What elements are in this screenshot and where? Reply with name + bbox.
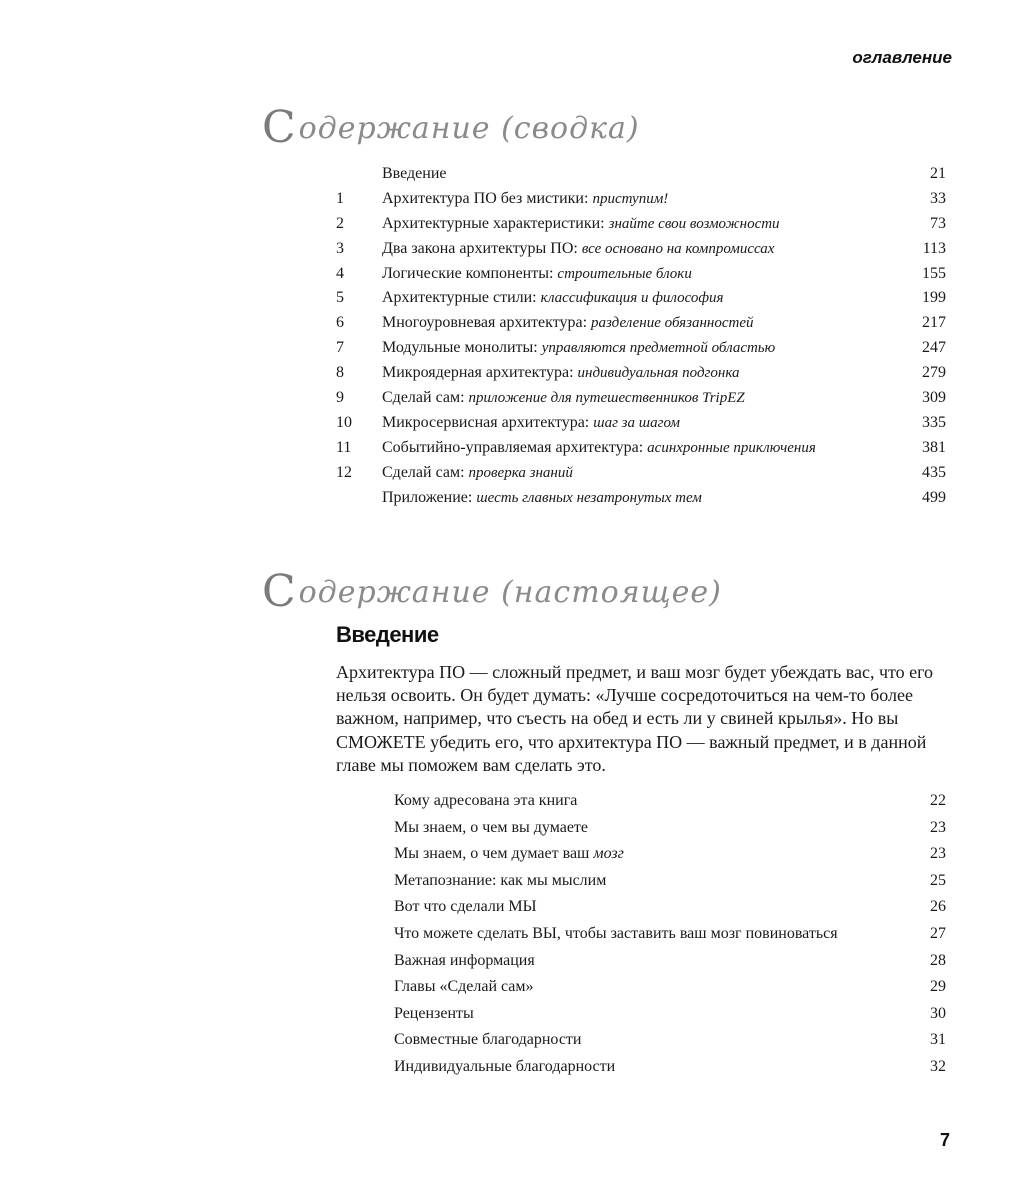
section-title-main: Важная информация (394, 951, 535, 969)
chapter-number: 10 (336, 413, 352, 431)
summary-toc-row[interactable] (336, 436, 948, 461)
summary-toc-row[interactable] (336, 336, 948, 361)
page-ref: 26 (930, 898, 946, 916)
page-ref: 23 (930, 845, 946, 863)
chapter-subtitle: разделение обязанностей (591, 315, 754, 332)
summary-toc-row[interactable] (336, 237, 948, 262)
section-title-main: Совместные благодарности (394, 1031, 582, 1049)
summary-title-initial: С (262, 102, 297, 153)
summary-toc-row[interactable] (336, 212, 948, 237)
page-ref: 33 (930, 189, 946, 207)
chapter-title (382, 436, 816, 461)
chapter-title (382, 237, 774, 262)
summary-toc-row[interactable] (336, 187, 948, 212)
chapter-subtitle: управляются предметной областью (541, 340, 776, 357)
chapter-title (382, 461, 573, 486)
section-title-emphasis: мозг (593, 845, 624, 863)
chapter-title-main: Логические компоненты: (382, 264, 558, 282)
chapter-title (382, 262, 692, 287)
page-ref: 335 (922, 413, 946, 431)
chapter-title (382, 286, 724, 311)
chapter-number: 4 (336, 264, 344, 282)
page-ref: 29 (930, 978, 946, 996)
section-title (394, 868, 606, 895)
chapter-title (382, 311, 753, 336)
page-ref: 247 (922, 339, 946, 357)
page-ref: 27 (930, 924, 946, 942)
summary-title-text: одержание (сводка) (298, 111, 640, 146)
section-title-main: Индивидуальные благодарности (394, 1057, 616, 1075)
page-ref: 31 (930, 1031, 946, 1049)
section-title-main: Что можете сделать ВЫ, чтобы заставить ваш мозг повиноваться (394, 924, 838, 942)
full-title-text: одержание (настоящее) (298, 575, 722, 610)
chapter-number: 7 (336, 339, 344, 357)
chapter-number: 11 (336, 438, 352, 456)
summary-toc-row[interactable] (336, 162, 948, 187)
summary-toc-row[interactable] (336, 286, 948, 311)
page-ref: 25 (930, 871, 946, 889)
section-title (394, 841, 624, 868)
chapter-subtitle: все основано на компромиссах (581, 240, 775, 257)
page-ref: 217 (922, 314, 946, 332)
chapter-subtitle: приложение для путешественников TripEZ (468, 390, 745, 407)
chapter-toc-row[interactable] (394, 1001, 948, 1028)
section-title (394, 1054, 615, 1081)
chapter-title-main: Модульные монолиты: (382, 339, 542, 357)
chapter-subtitle: индивидуальная подгонка (577, 365, 740, 382)
chapter-title (382, 212, 780, 237)
chapter-toc-row[interactable] (394, 841, 948, 868)
section-title-main: Мы знаем, о чем думает ваш (394, 845, 594, 863)
summary-toc (336, 162, 948, 510)
chapter-number: 5 (336, 289, 344, 307)
running-head: оглавление (852, 48, 952, 67)
chapter-title-main: Микросервисная архитектура: (382, 413, 594, 431)
page-ref: 155 (922, 264, 946, 282)
chapter-title-main: Многоуровневая архитектура: (382, 314, 592, 332)
page-ref: 22 (930, 792, 946, 809)
chapter-toc-row[interactable] (394, 921, 948, 948)
chapter-heading: Введение (336, 622, 439, 647)
chapter-subtitle: шесть главных незатронутых тем (476, 489, 702, 506)
summary-toc-row[interactable] (336, 411, 948, 436)
chapter-subtitle: классификация и философия (540, 290, 724, 307)
chapter-title-main: Архитектурные стили: (382, 289, 541, 307)
section-title (394, 894, 537, 921)
page-ref: 199 (922, 289, 946, 307)
chapter-title-main: Приложение: (382, 488, 477, 506)
chapter-title-main: Микроядерная архитектура: (382, 364, 578, 382)
chapter-title (382, 187, 668, 212)
chapter-number: 9 (336, 389, 344, 407)
chapter-intro-paragraph: Архитектура ПО — сложный предмет, и ваш мозг будет убеждать вас, что его нельзя освоить. Он будет думать: «Лучше сосредоточиться на чем-то более важном, например, что съесть на обед и есть ли у свиней крылья». Но вы СМОЖЕТЕ убедить его, что архитектура ПО — важный предмет, и в данной главе мы поможем вам сделать это. (336, 662, 934, 775)
chapter-title (382, 411, 680, 436)
page-number: 7 (939, 1130, 950, 1150)
page-ref: 435 (922, 463, 946, 481)
chapter-toc (394, 788, 948, 1081)
summary-toc-row[interactable] (336, 486, 948, 511)
page-ref: 73 (930, 214, 946, 232)
page-ref: 309 (922, 389, 946, 407)
chapter-toc-row[interactable] (394, 815, 948, 842)
summary-toc-row[interactable] (336, 262, 948, 287)
section-title-main: Метапознание: как мы мыслим (394, 871, 607, 889)
chapter-toc-row[interactable] (394, 1054, 948, 1081)
summary-toc-row[interactable] (336, 386, 948, 411)
chapter-number: 1 (336, 189, 344, 207)
chapter-toc-row[interactable] (394, 1027, 948, 1054)
section-title (394, 815, 588, 842)
chapter-title (382, 386, 745, 411)
summary-section-title (262, 102, 640, 153)
chapter-title-main: Сделай сам: (382, 463, 469, 481)
chapter-toc-row[interactable] (394, 894, 948, 921)
section-title (394, 788, 577, 815)
page-ref: 21 (930, 165, 946, 182)
section-title (394, 1001, 474, 1028)
summary-toc-row[interactable] (336, 461, 948, 486)
summary-toc-row[interactable] (336, 311, 948, 336)
chapter-title-main: Сделай сам: (382, 389, 469, 407)
chapter-title (382, 361, 739, 386)
page-ref: 113 (922, 239, 946, 257)
chapter-title-main: Архитектурные характеристики: (382, 214, 609, 232)
page-ref: 32 (930, 1057, 946, 1075)
chapter-number: 3 (336, 239, 344, 257)
chapter-subtitle: шаг за шагом (593, 414, 680, 431)
chapter-title-main: Событийно-управляемая архитектура: (382, 438, 648, 456)
section-title-main: Главы «Сделай сам» (394, 978, 534, 996)
chapter-title (382, 162, 447, 187)
chapter-title-main: Архитектура ПО без мистики: (382, 189, 593, 207)
chapter-toc-row[interactable] (394, 948, 948, 975)
page-ref: 381 (922, 438, 946, 456)
chapter-number: 12 (336, 463, 352, 481)
chapter-number: 2 (336, 214, 344, 232)
chapter-title-main: Введение (382, 165, 447, 182)
section-title-main: Рецензенты (394, 1004, 474, 1022)
chapter-number: 8 (336, 364, 344, 382)
chapter-toc-row[interactable] (394, 788, 948, 815)
chapter-title (382, 336, 775, 361)
full-section-title (262, 566, 722, 617)
page-ref: 28 (930, 951, 946, 969)
section-title (394, 921, 838, 948)
section-title-main: Кому адресована эта книга (394, 792, 578, 809)
chapter-number: 6 (336, 314, 344, 332)
chapter-toc-row[interactable] (394, 868, 948, 895)
section-title (394, 1027, 581, 1054)
chapter-title-main: Два закона архитектуры ПО: (382, 239, 582, 257)
page-ref: 23 (930, 818, 946, 836)
chapter-title (382, 486, 702, 511)
chapter-subtitle: проверка знаний (468, 464, 573, 481)
chapter-subtitle: асинхронные приключения (647, 439, 816, 456)
chapter-toc-row[interactable] (394, 974, 948, 1001)
section-title (394, 974, 534, 1001)
chapter-subtitle: знайте свои возможности (608, 215, 780, 232)
full-title-initial: С (262, 566, 297, 617)
summary-toc-row[interactable] (336, 361, 948, 386)
chapter-subtitle: строительные блоки (557, 265, 692, 282)
page-ref: 499 (922, 488, 946, 506)
section-title-main: Мы знаем, о чем вы думаете (394, 818, 589, 836)
page-ref: 30 (930, 1004, 946, 1022)
section-title-main: Вот что сделали МЫ (394, 898, 537, 916)
chapter-subtitle: приступим! (592, 190, 669, 207)
section-title (394, 948, 535, 975)
page-ref: 279 (922, 364, 946, 382)
